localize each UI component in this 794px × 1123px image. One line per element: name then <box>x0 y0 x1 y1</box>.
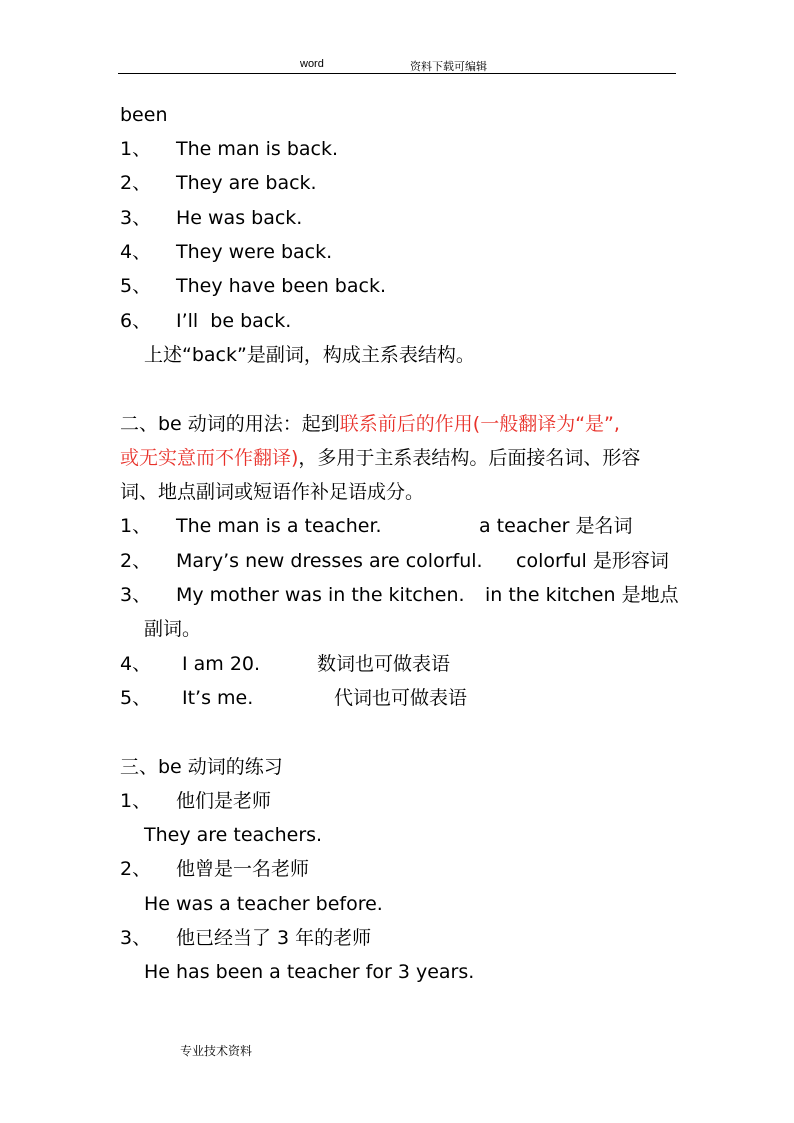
list-item-text: They have been back. <box>176 275 386 297</box>
section1-head: been <box>120 104 168 126</box>
list-item-answer: He was a teacher before. <box>144 893 383 915</box>
section3-title: 三、be 动词的练习 <box>120 756 283 778</box>
list-item-text: I am 20. <box>182 653 261 675</box>
footer: 专业技术资料 <box>180 1044 253 1058</box>
section2-title-red1: 联系前后的作用(一般翻译为“是”, <box>339 413 620 435</box>
list-item-text: They are back. <box>176 172 317 194</box>
section2-title-b: ，多用于主系表结构。后面接名词、形容 <box>298 447 641 469</box>
list-item-number: 5、 <box>120 687 152 709</box>
section2-title-a: 二、be 动词的用法：起到 <box>120 413 340 435</box>
list-item-number: 2、 <box>120 858 152 880</box>
list-item-number: 1、 <box>120 138 152 160</box>
section2-title-red2: 或无实意而不作翻译) <box>120 447 299 469</box>
list-item-text: 他已经当了 3 年的老师 <box>176 927 372 949</box>
list-item-comment: 代词也可做表语 <box>334 687 468 709</box>
list-item-text: It’s me. <box>182 687 254 709</box>
header-rule <box>118 73 676 74</box>
list-item-answer: They are teachers. <box>144 824 323 846</box>
list-item-number: 2、 <box>120 172 152 194</box>
list-item-text: He was back. <box>176 207 303 229</box>
list-item-comment: in the kitchen 是地点 <box>485 584 679 606</box>
list-item-text: 他曾是一名老师 <box>176 858 310 880</box>
list-item-number: 6、 <box>120 310 152 332</box>
list-item-continuation: 副词。 <box>144 618 202 640</box>
header-right: 资料下载可编辑 <box>410 61 487 73</box>
list-item-text: 他们是老师 <box>176 790 272 812</box>
list-item-text: The man is back. <box>176 138 339 160</box>
list-item-number: 3、 <box>120 927 152 949</box>
header-left: word <box>300 58 324 70</box>
list-item-number: 3、 <box>120 584 152 606</box>
section2-title-line3: 词、地点副词或短语作补足语成分。 <box>120 481 425 503</box>
list-item-text: I’ll be back. <box>176 310 292 332</box>
list-item-number: 5、 <box>120 275 152 297</box>
list-item-text: The man is a teacher. <box>176 515 382 537</box>
list-item-text: Mary’s new dresses are colorful. <box>176 550 483 572</box>
list-item-number: 1、 <box>120 790 152 812</box>
list-item-number: 2、 <box>120 550 152 572</box>
list-item-text: My mother was in the kitchen. <box>176 584 465 606</box>
list-item-text: They were back. <box>176 241 333 263</box>
list-item-number: 1、 <box>120 515 152 537</box>
list-item-comment: a teacher 是名词 <box>479 515 633 537</box>
list-item-comment: 数词也可做表语 <box>317 653 451 675</box>
list-item-number: 3、 <box>120 207 152 229</box>
section2-title-line1 <box>120 412 620 436</box>
list-item-number: 4、 <box>120 653 152 675</box>
list-item-answer: He has been a teacher for 3 years. <box>144 961 475 983</box>
list-item-number: 4、 <box>120 241 152 263</box>
section2-title-line2 <box>120 446 640 470</box>
list-item-comment: colorful 是形容词 <box>516 550 669 572</box>
section1-note: 上述“back”是副词，构成主系表结构。 <box>144 344 475 366</box>
